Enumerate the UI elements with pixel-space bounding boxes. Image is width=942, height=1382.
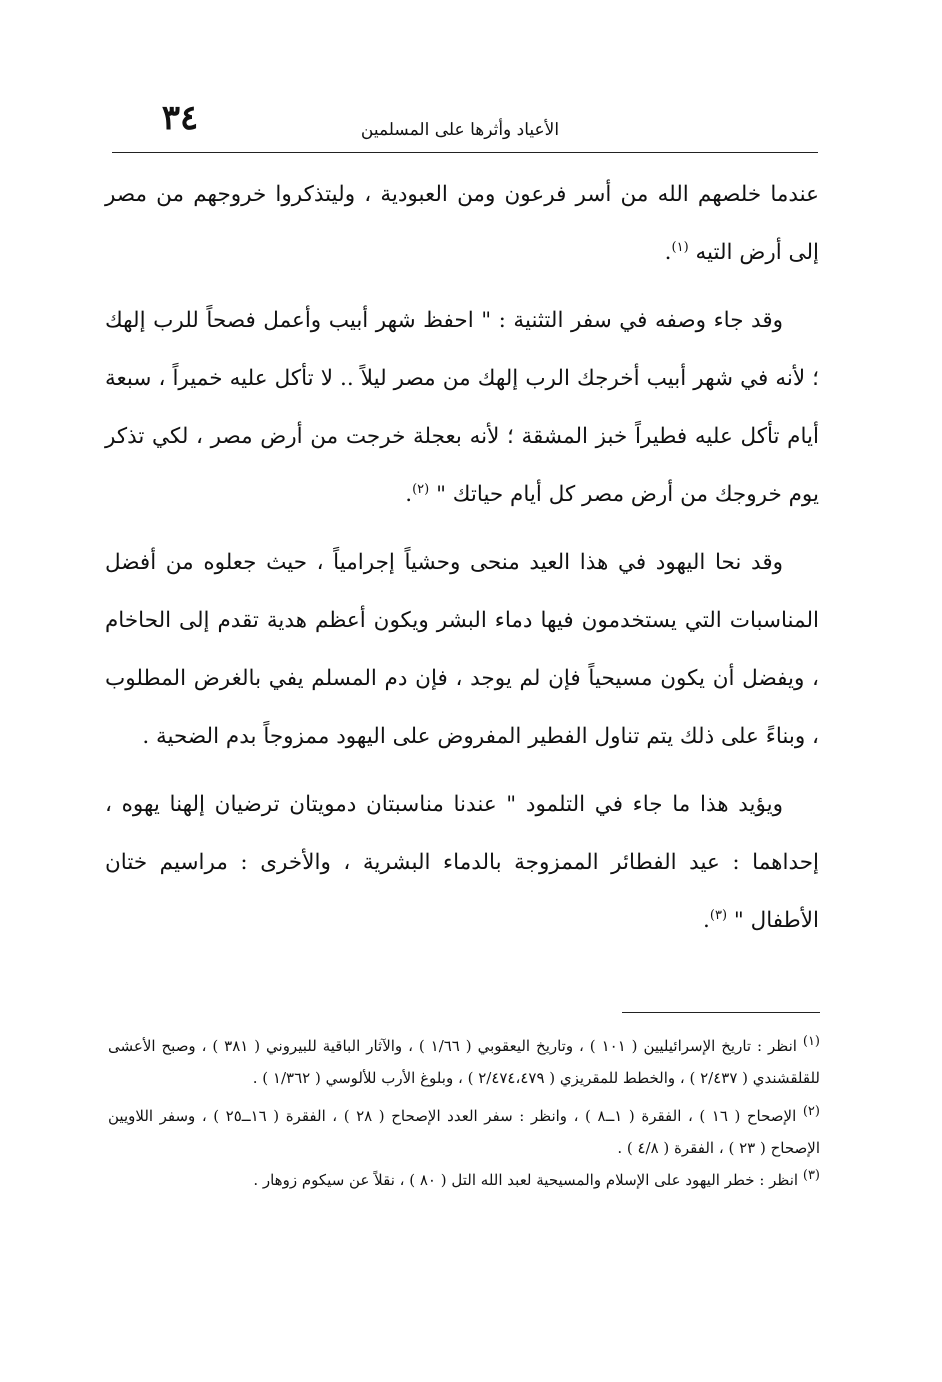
footnote-text: الإصحاح ( ١٦ ) ، الفقرة ( ١ــ٨ ) ، وانظر : سفر العدد الإصحاح ( ٢٨ ) ، الفقرة ( ١٦ــ٢٥ ) ، وسفر اللاويين الإصحاح ( ٢٣ ) ، الفقرة ( ٤/٨ ) . <box>108 1107 820 1157</box>
paragraph-end: . <box>664 240 672 265</box>
main-text <box>105 166 819 950</box>
footnote-marker: (١) <box>802 1034 820 1049</box>
paragraph-2 <box>105 292 819 524</box>
footnote-1 <box>108 1030 820 1094</box>
page-number: ٣٤ <box>161 98 199 138</box>
running-title: الأعياد وأثرها على المسلمين <box>360 120 560 140</box>
paragraph-text: عندما خلصهم الله من أسر فرعون ومن العبودية ، وليتذكروا خروجهم من مصر إلى أرض التيه <box>105 182 819 265</box>
footnote-text: انظر : خطر اليهود على الإسلام والمسيحية لعبد الله التل ( ٨٠ ) ، نقلاً عن سيكوم زوهار . <box>253 1171 799 1189</box>
footnote-3 <box>108 1164 820 1196</box>
footnote-marker: (٣) <box>802 1168 820 1183</box>
paragraph-1 <box>105 166 819 282</box>
footnotes <box>108 1030 820 1196</box>
header-divider <box>112 152 818 153</box>
footnote-marker: (٢) <box>802 1104 820 1119</box>
paragraph-end: . <box>703 908 710 933</box>
paragraph-4 <box>105 776 819 950</box>
footnote-2 <box>108 1100 820 1164</box>
paragraph-text: وقد جاء وصفه في سفر التثنية : " احفظ شهر أبيب وأعمل فصحاً للرب إلهك ؛ لأنه في شهر أبيب أخرجك الرب إلهك من مصر ليلاً .. لا تأكل عليه خميراً ، سبعة أيام تأكل عليه فطيراً خبز المشقة ؛ لأنه بعجلة خرجت من أرض مصر ، لكي تذكر يوم خروجك من أرض مصر كل أيام حياتك " <box>105 308 819 507</box>
footnote-text: انظر : تاريخ الإسرائيليين ( ١٠١ ) ، وتاريخ اليعقوبي ( ١/٦٦ ) ، والآثار الباقية للبيروني ( ٣٨١ ) ، وصبح الأعشى للقلقشندي ( ٢/٤٣٧ ) ، والخطط للمقريزي ( ٢/٤٧٤،٤٧٩ ) ، وبلوغ الأرب للألوسي ( ١/٣٦٢ ) . <box>108 1037 820 1087</box>
paragraph-end: . <box>405 482 413 507</box>
paragraph-text: وقد نحا اليهود في هذا العيد منحى وحشياً إجرامياً ، حيث جعلوه من أفضل المناسبات التي يستخدمون فيها دماء البشر ويكون أعظم هدية تقدم إلى الحاخام ، ويفضل أن يكون مسيحياً فإن لم يوجد ، فإن دم المسلم يفي بالغرض المطلوب ، وبناءً على ذلك يتم تناول الفطير المفروض على اليهود ممزوجاً بدم الضحية . <box>105 550 819 749</box>
footnote-reference: (١) <box>671 239 689 255</box>
footnote-reference: (٣) <box>709 907 728 923</box>
paragraph-text: ويؤيد هذا ما جاء في التلمود " عندنا مناسبتان دمويتان ترضيان إلهنا يهوه ، إحداهما : عيد الفطائر الممزوجة بالدماء البشرية ، والأخرى : مراسيم ختان الأطفال " <box>105 792 819 933</box>
footnote-divider <box>622 1012 820 1013</box>
paragraph-3 <box>105 534 819 766</box>
footnote-reference: (٢) <box>412 481 430 497</box>
